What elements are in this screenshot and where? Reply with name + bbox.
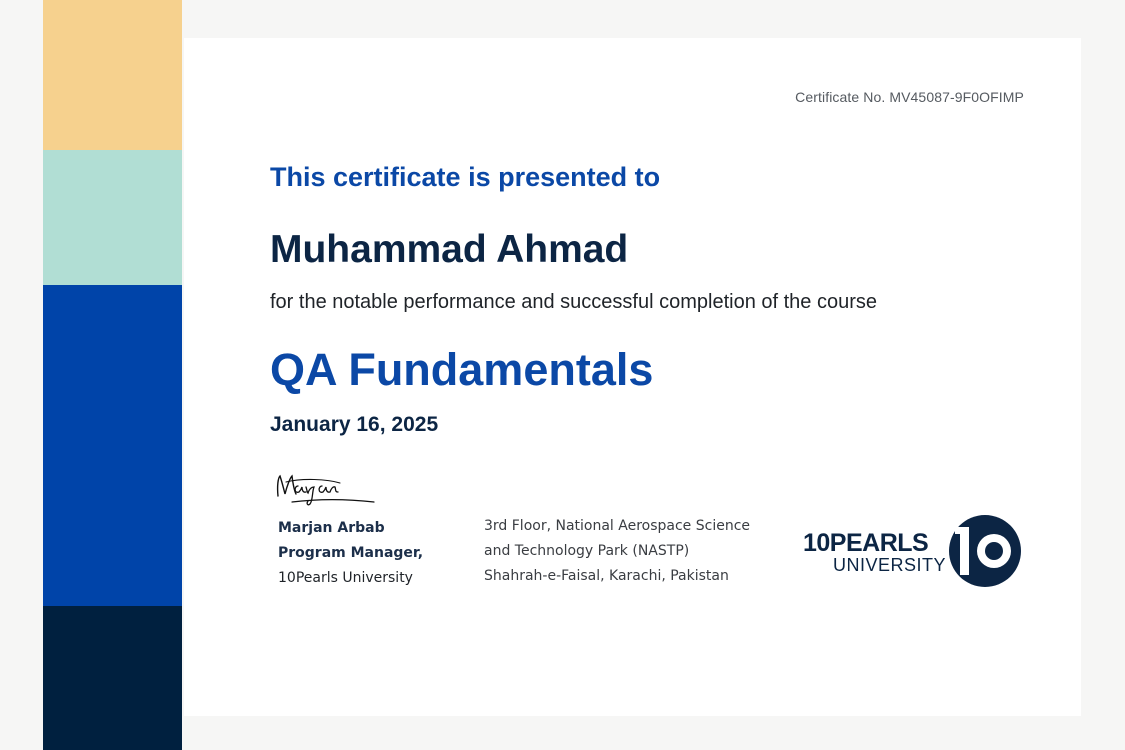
recipient-name: Muhammad Ahmad (270, 228, 629, 271)
stripe-mint (43, 150, 182, 285)
10pearls-university-logo (803, 512, 1023, 592)
certificate-card (184, 38, 1081, 716)
signatory-organization: 10Pearls University (278, 570, 413, 586)
logo-10-mark-icon (947, 513, 1021, 589)
stripe-yellow (43, 0, 182, 150)
address-line-1: 3rd Floor, National Aerospace Science (484, 518, 751, 534)
course-title: QA Fundamentals (270, 344, 654, 395)
certificate-date: January 16, 2025 (270, 413, 439, 436)
signatory-block (278, 516, 423, 591)
address-line-2: and Technology Park (NASTP) (484, 543, 690, 559)
address-line-3: Shahrah-e-Faisal, Karachi, Pakistan (484, 568, 729, 584)
logo-text-university: UNIVERSITY (833, 555, 947, 575)
certificate-number: Certificate No. MV45087-9F0OFIMP (795, 89, 1024, 105)
address-block (484, 514, 750, 589)
logo-text-10pearls: 10PEARLS (803, 529, 929, 557)
certificate-heading: This certificate is presented to (270, 162, 661, 192)
signatory-name: Marjan Arbab (278, 520, 385, 536)
certificate-description: for the notable performance and successful completion of the course (270, 291, 878, 313)
stripe-blue (43, 285, 182, 606)
signatory-title: Program Manager, (278, 545, 424, 561)
signature-image (272, 470, 378, 514)
stripe-navy (43, 606, 182, 750)
